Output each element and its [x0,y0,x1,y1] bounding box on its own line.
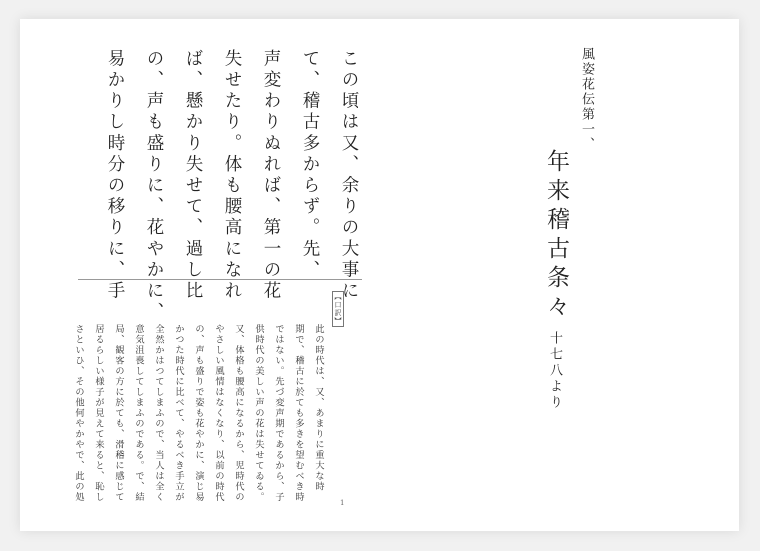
note-line: 期で、稽古に於ても多きを望むべき時 [293,324,304,503]
main-line: ば、懸かり失せて、過し比 [183,49,203,303]
section-divider [78,279,362,280]
note-line: 局、観客の方に於ても、滑稽に感じて [113,324,124,503]
book-spread [20,19,739,531]
left-page [20,19,380,531]
note-line: 意気沮喪してしまふのである。で、結 [133,324,144,503]
note-line: 居るらしい様子が見えて来ると、恥し [93,324,104,503]
note-line: やさしい風情はなくなり、以前の時代 [213,324,224,503]
note-tag: 【口訳】 [334,293,342,325]
main-line: 声変わりぬれば、第一の花 [261,49,281,303]
note-line: 供時代の美しい声の花は失せてゐる。 [253,324,264,503]
page-number: 1 [340,499,345,507]
note-line: の、声も盛りで姿も花やかに、演じ易 [193,324,204,503]
note-line: かつた時代に比べて、やるべき手立が [173,324,184,503]
note-line: 全然かはつてしまふので、当人は全く [153,324,164,503]
note-line: さといひ、その他何やかやで、此の処 [73,324,84,503]
translation-notes [73,324,328,503]
main-line: この頃は又、余りの大事に [339,49,359,303]
right-page [380,19,739,531]
main-line: の、声も盛りに、花やかに、 [144,49,164,324]
age-range-subtitle: 十七八より [547,331,562,411]
note-line: 此の時代は、又、あまりに重大な時 [313,324,324,492]
main-line: 失せたり。体も腰高になれ [222,49,242,303]
note-line: ではない。先づ変声期であるから、子 [273,324,284,503]
note-line: 又、体格も腰高になるから、児時代の [233,324,244,503]
book-chapter: 風姿花伝第一、 [579,47,594,152]
chapter-title: 年来稽古条々 [543,149,569,323]
main-line: て、稽古多からず。先、 [300,49,320,282]
main-line: 易かりし時分の移りに、手 [105,49,125,303]
